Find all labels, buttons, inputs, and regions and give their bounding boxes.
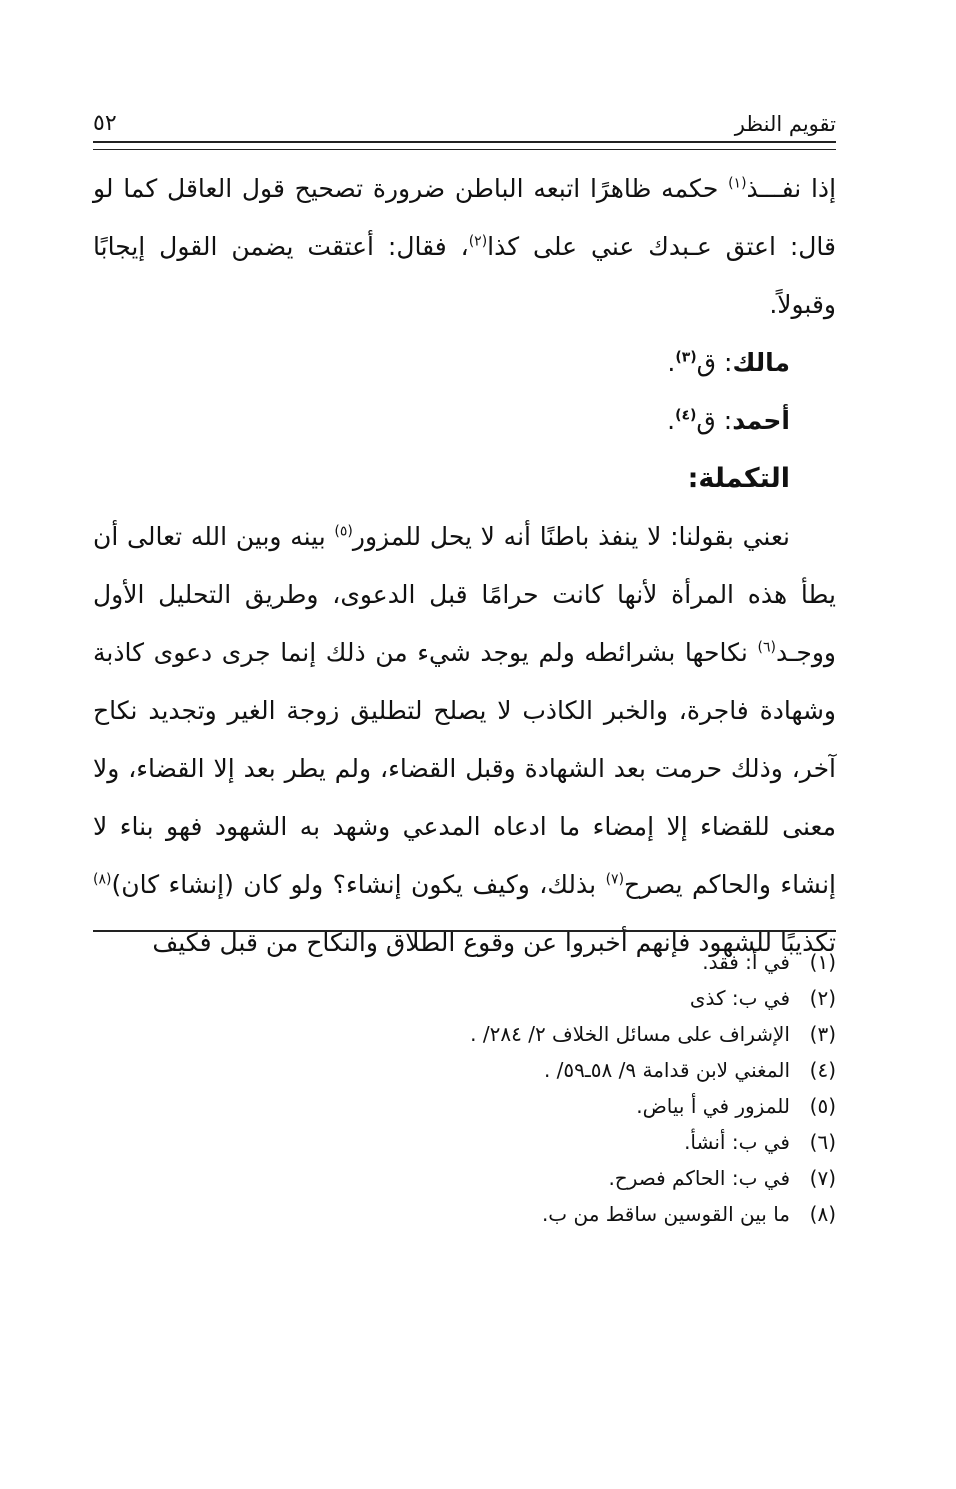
footnote-ref-1[interactable]: (١) <box>728 175 747 192</box>
footnote-item: (٦)في ب: أنشأ. <box>684 1130 836 1154</box>
footnote-ref-3[interactable]: (٣) <box>675 349 697 366</box>
paragraph-2: نعني بقولنا: لا ينفذ باطنًا أنه لا يحل للمزور$^{(٥)}$ بينه وبين الله تعالى أن يطأ هذه المرأة لأنها كانت حرامًا قبل الدعوى، وطريق التحليل الأول ووجـد$^{(٦)}$ نكاحها بشرائطه ولم يوجد شيء من ذلك إنما جرى دعوى كاذبة وشهادة فاجرة، والخبر الكاذب لا يصلح لتطليق زوجة الغير وتجديد نكاح آخر، وذلك حرمت بعد الشهادة وقبل القضاء، ولم يطر بعد إلا القضاء، ولا معنى للقضاء إلا إمضاء ما ادعاه المدعي وشهد به الشهود فهو بناء لا إنشاء والحاكم يصرح$^{(٧)}$ بذلك، وكيف يكون إنشاء؟ ولو كان (إنشاء كان)$^{(٨)}$ تكذيبًا للشهود فإنهم أخبروا عن وقوع الطلاق والنكاح من قبل فكيف <box>93 522 836 957</box>
footnote-ref-2[interactable]: (٢) <box>468 233 488 250</box>
footnote-ref-6[interactable]: (٦) <box>757 639 776 656</box>
running-title: تقويم النظر <box>734 112 836 136</box>
main-text <box>93 160 836 972</box>
footnote-item: (٥)للمزور في أ بياض. <box>636 1094 836 1118</box>
header-rule <box>93 141 836 150</box>
ahmad-line: أحمد: ق$^{(٤)}$. <box>667 406 790 435</box>
malik-line: مالك: ق$^{(٣)}$. <box>667 348 790 377</box>
footnote-ref-7[interactable]: (٧) <box>605 871 625 888</box>
footnote-item: (٨)ما بين القوسين ساقط من ب. <box>541 1202 836 1226</box>
footnote-item: (١)في أ: فقد. <box>702 950 836 974</box>
footnote-item: (٣)الإشراف على مسائل الخلاف ٢/ ٢٨٤/ . <box>470 1022 836 1046</box>
footnote-item: (٢)في ب: كذى <box>689 986 836 1010</box>
footnote-ref-4[interactable]: (٤) <box>675 407 697 424</box>
page-number: ٥٢ <box>93 111 117 136</box>
paragraph-1: إذا نفـــذ$^{(١)}$ حكمه ظاهرًا اتبعه الباطن ضرورة تصحيح قول العاقل كما لو قال: اعتق عـبدك عني على كذا$^{(٢)}$، فقال: أعتقت يضمن القول إيجابًا وقبولاً. <box>93 174 837 319</box>
running-header <box>93 96 836 136</box>
footnote-separator <box>93 930 836 932</box>
footnote-item: (٧)في ب: الحاكم فصرح. <box>608 1166 836 1190</box>
footnote-item: (٤)المغني لابن قدامة ٩/ ٥٨ـ٥٩/ . <box>543 1058 836 1082</box>
section-heading: التكملة: <box>687 463 790 494</box>
malik-label: مالك <box>732 348 790 377</box>
footnotes-list <box>93 944 836 1232</box>
ahmad-label: أحمد <box>732 406 790 435</box>
footnote-ref-5[interactable]: (٥) <box>334 523 353 540</box>
footnote-ref-8[interactable]: (٨) <box>93 871 112 888</box>
